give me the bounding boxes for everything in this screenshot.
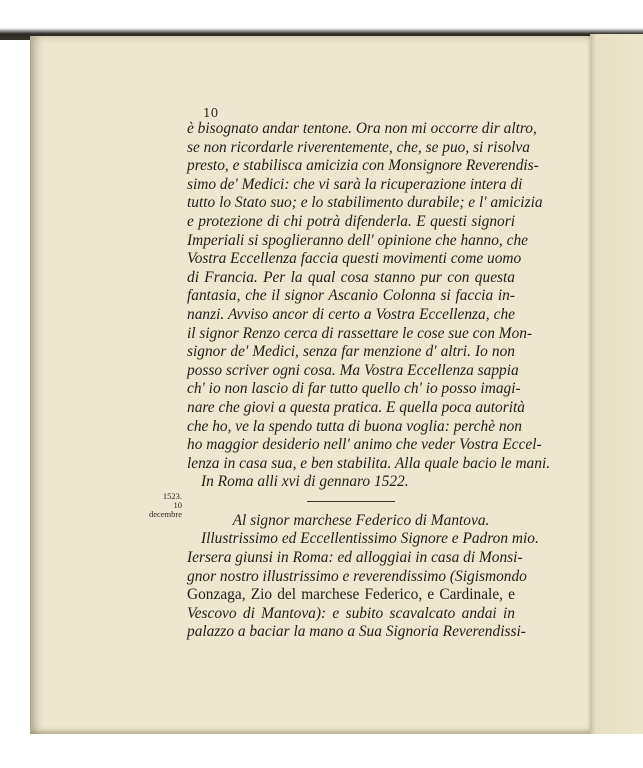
text-line: e protezione di chi potrà difenderla. E questi signori xyxy=(187,212,515,230)
margin-note-year: 1523. xyxy=(162,491,182,501)
text-line: Gonzaga, Zio del marchese Federico, e Cardinale, e xyxy=(187,586,515,604)
text-line: presto, e stabilisca amicizia con Monsignore Reverendis- xyxy=(187,157,539,175)
text-line: Vostra Eccellenza faccia questi movimenti come uomo xyxy=(187,250,522,268)
text-line: di Francia. Per la qual cosa stanno pur con questa xyxy=(187,268,515,286)
adjacent-page-edge xyxy=(590,34,643,734)
text-line: che ho, ve la spendo tutta di buona voglia: perchè non xyxy=(187,417,522,435)
text-line: è bisognato andar tentone. Ora non mi occorre dir altro, xyxy=(187,120,537,137)
text-line: nanzi. Avviso ancor di certo a Vostra Eccellenza, che xyxy=(187,305,515,323)
page-number: 10 xyxy=(203,106,219,120)
text-line: lenza in casa sua, e ben stabilita. Alla quale bacio le mani. xyxy=(187,454,551,472)
section-divider xyxy=(307,501,395,502)
dateline: In Roma alli xvi di gennaro 1522. xyxy=(201,473,409,491)
text-line: ho maggior desiderio nell' animo che veder Vostra Eccel- xyxy=(187,436,542,454)
text-line: tutto lo Stato suo; e lo stabilimento durabile; e l' amicizia xyxy=(187,194,543,212)
text-line: palazzo a baciar la mano a Sua Signoria Reverendissi- xyxy=(187,623,526,641)
text-line: il signor Renzo cerca di rassettare le cose sue con Mon- xyxy=(187,324,533,342)
text-line: Vescovo di Mantova): e subito scavalcato andai in xyxy=(187,604,515,622)
text-line: se non ricordarle riverentemente, che, se puo, si risolva xyxy=(187,138,530,156)
letter-2 xyxy=(187,511,539,642)
text-line: nare che giovi a questa pratica. E quella poca autorità xyxy=(187,398,525,416)
text-line: simo de' Medici: che vi sarà la ricuperazione intera di xyxy=(187,175,523,193)
text-line: Iersera giunsi in Roma: ed alloggiai in casa di Monsi- xyxy=(187,549,523,567)
margin-note-date: 10 decembre xyxy=(148,500,182,519)
text-line: fantasia, che il signor Ascanio Colonna si faccia in- xyxy=(187,287,515,305)
text-line: signor de' Medici, senza far menzione d' altri. Io non xyxy=(187,343,515,361)
salutation: Illustrissimo ed Eccellentissimo Signore e Padron mio. xyxy=(201,530,539,548)
page-body xyxy=(187,120,551,642)
margin-note xyxy=(140,492,182,519)
text-line: ch' io non lascio di far tutto quello ch' io posso imagi- xyxy=(187,380,521,398)
letter-1 xyxy=(187,120,551,492)
text-line: gnor nostro illustrissimo e reverendissimo (Sigismondo xyxy=(187,567,527,585)
letter-heading: Al signor marchese Federico di Mantova. xyxy=(232,511,490,529)
scan-background xyxy=(0,0,643,40)
text-line: Imperiali si spoglieranno dell' opinione che hanno, che xyxy=(187,231,528,249)
text-line: posso scriver ogni cosa. Ma Vostra Eccellenza sappia xyxy=(187,361,519,379)
